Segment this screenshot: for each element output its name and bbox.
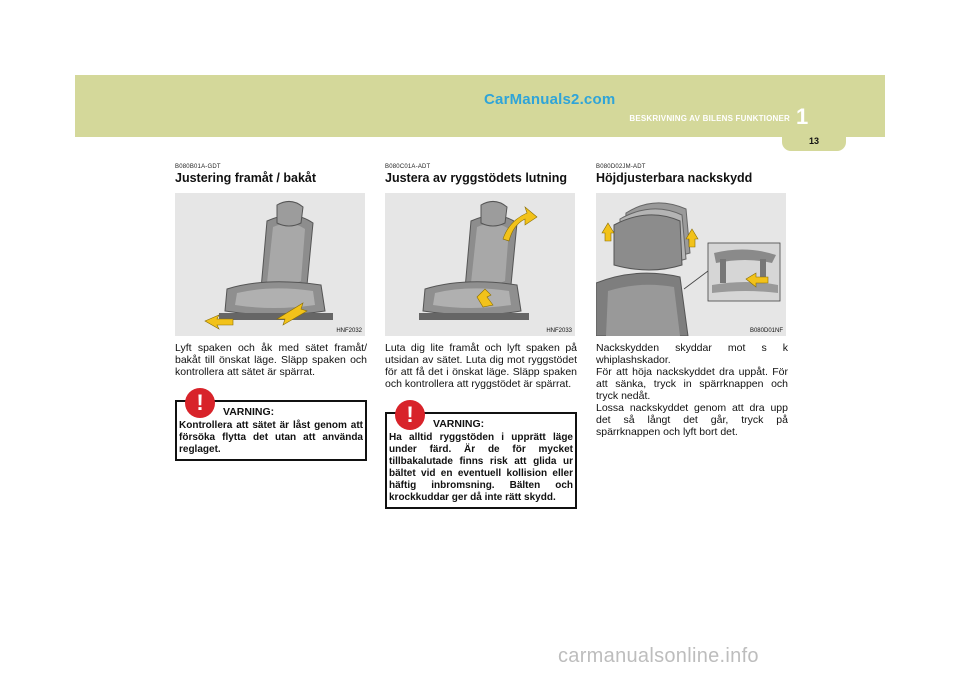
figure-code: HNF2033 (546, 328, 572, 334)
warning-text: Ha alltid ryggstöden i upprätt läge under färd. Är de för mycket tillbakalutade finns risk att glida ur bältet vid en eventuell kollision eller häftig inbromsning. Bälten och krockkuddar ger då inte rätt skydd. (389, 432, 573, 503)
body-line: För att höja nackskyddet dra uppåt. För att sänka, tryck in spärrknappen och tryck nedåt. (596, 366, 788, 402)
figure-code: B080D01NF (749, 328, 783, 334)
section-code: B080B01A-GDT (175, 164, 221, 170)
page-number: 13 (808, 136, 819, 146)
body-line: Lossa nackskyddet genom att dra upp det så långt det går, tryck på spärrknappen och lyft bort det. (596, 402, 788, 438)
warning-box (385, 402, 577, 509)
section-body: Lyft spaken och åk med sätet framåt/ bakåt till önskat läge. Släpp spaken och kontrollera att sätet är spärrat. (175, 342, 367, 378)
warning-exclamation-icon: ! (185, 388, 215, 418)
warning-exclamation-icon: ! (395, 400, 425, 430)
figure-code: HNF2032 (336, 328, 362, 334)
header-band (75, 75, 885, 137)
headrest-figure (596, 193, 786, 336)
body-line: Nackskydden skyddar mot s k whiplashskador. (596, 342, 788, 366)
section-code: B080C01A-ADT (385, 164, 431, 170)
warning-title: VARNING: (433, 418, 485, 430)
section-backrest-recline (385, 164, 577, 509)
section-heading: Justera av ryggstödets lutning (385, 171, 567, 185)
seat-figure-slide (175, 193, 365, 336)
warning-text: Kontrollera att sätet är låst genom att försöka flytta det utan att använda reglaget. (179, 420, 363, 455)
seat-illustration (175, 193, 365, 336)
chapter-number: 1 (796, 104, 809, 129)
section-body: Luta dig lite framåt och lyft spaken på utsidan av sätet. Luta dig mot ryggstödet för att få det i önskat läge. Släpp spaken och kontrollera att ryggstödet är spärrat. (385, 342, 577, 390)
section-heading: Justering framåt / bakåt (175, 171, 317, 185)
section-fore-aft-adjustment (175, 164, 367, 461)
section-code: B080D02JM-ADT (596, 164, 646, 170)
watermark-carmanuals2[interactable]: CarManuals2.com (484, 91, 616, 108)
seat-figure-recline (385, 193, 575, 336)
section-headrest (596, 164, 788, 438)
headrest-illustration (596, 193, 786, 336)
page-tab (782, 133, 846, 151)
watermark-carmanualsonline[interactable]: carmanualsonline.info (558, 645, 759, 667)
section-body (596, 342, 788, 438)
warning-box (175, 390, 367, 461)
warning-title: VARNING: (223, 406, 275, 418)
section-heading: Höjdjusterbara nackskydd (596, 171, 753, 185)
chapter-title: BESKRIVNING AV BILENS FUNKTIONER (629, 114, 790, 123)
seat-illustration (385, 193, 575, 336)
